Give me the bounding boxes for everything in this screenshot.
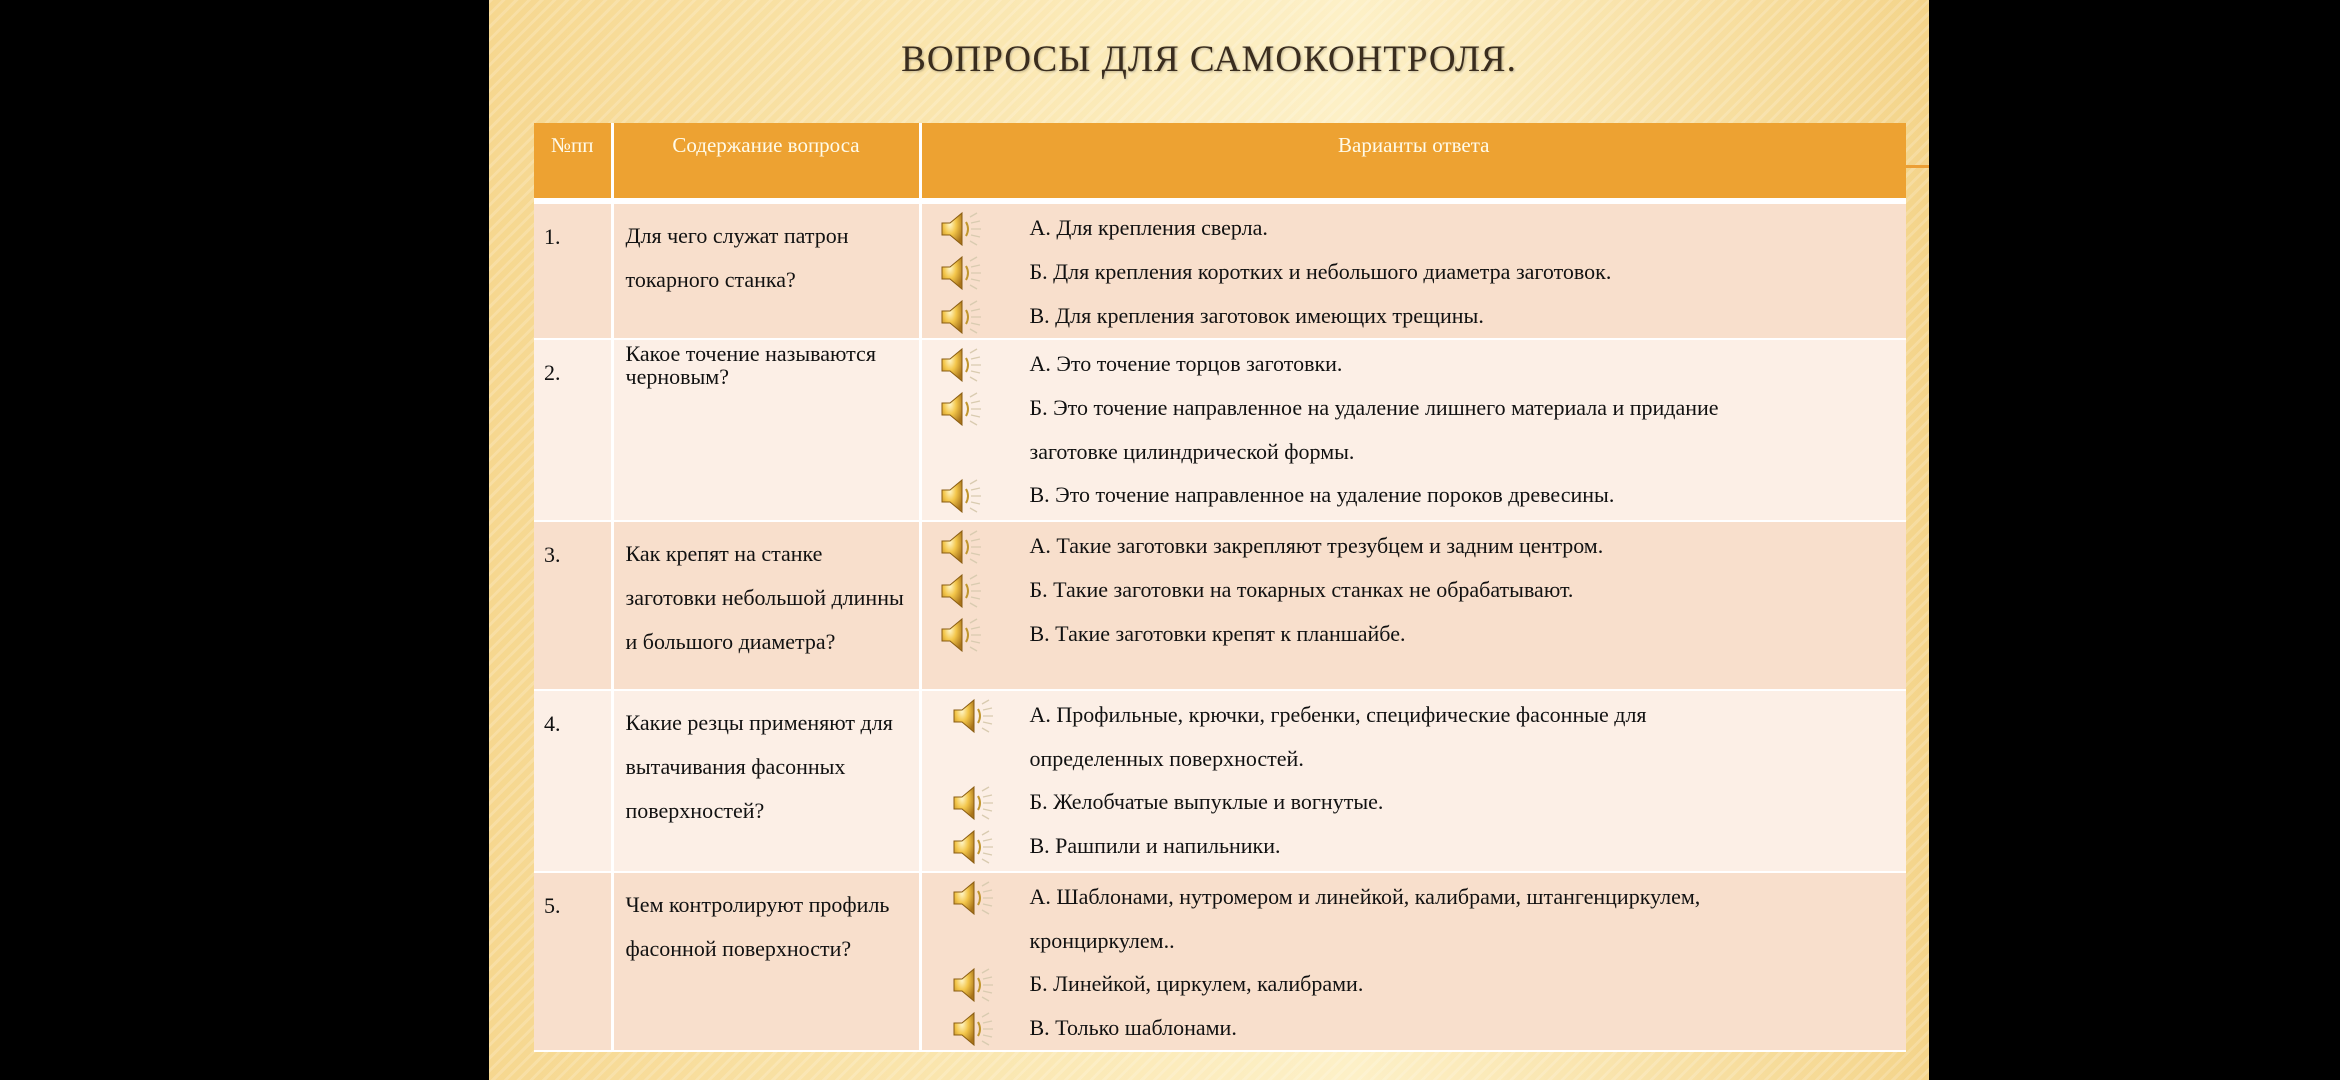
answer-option[interactable] — [922, 294, 1907, 338]
question-number: 4. — [534, 690, 612, 872]
answer-text: А. Это точение торцов заготовки. — [1029, 351, 1343, 376]
answer-text: Б. Для крепления коротких и небольшого диаметра заготовок. — [1029, 259, 1612, 284]
speaker-icon[interactable] — [952, 784, 994, 822]
speaker-icon[interactable] — [952, 966, 994, 1004]
answer-options — [920, 521, 1906, 690]
answer-continuation — [922, 737, 1907, 780]
speaker-icon[interactable] — [940, 528, 982, 566]
question-number: 2. — [534, 339, 612, 521]
quiz-table — [534, 123, 1906, 1052]
answer-option[interactable] — [922, 780, 1907, 824]
header-answers: Варианты ответа — [920, 123, 1906, 201]
answer-option[interactable] — [922, 875, 1907, 919]
answer-option[interactable] — [922, 824, 1907, 868]
answer-text: Б. Это точение направленное на удаление лишнего материала и придание — [1029, 395, 1719, 420]
answer-continuation — [922, 430, 1907, 473]
speaker-icon[interactable] — [952, 1010, 994, 1048]
answer-text: А. Шаблонами, нутромером и линейкой, калибрами, штангенциркулем, — [1029, 884, 1701, 909]
question-number: 3. — [534, 521, 612, 690]
answer-text: В. Только шаблонами. — [1029, 1015, 1237, 1040]
answer-option[interactable] — [922, 342, 1907, 386]
speaker-icon[interactable] — [940, 390, 982, 428]
answer-text: кронциркулем.. — [1029, 928, 1175, 953]
answer-option[interactable] — [922, 473, 1907, 517]
speaker-icon[interactable] — [940, 210, 982, 248]
header-question: Содержание вопроса — [612, 123, 920, 201]
answer-options — [920, 339, 1906, 521]
answer-options — [920, 872, 1906, 1051]
answer-text: А. Для крепления сверла. — [1029, 215, 1268, 240]
question-text: Как крепят на станке заготовки небольшой длинны и большого диаметра? — [612, 521, 920, 690]
header-row — [534, 123, 1906, 201]
speaker-icon[interactable] — [940, 298, 982, 336]
answer-option[interactable] — [922, 206, 1907, 250]
answer-text: заготовке цилиндрической формы. — [1029, 439, 1355, 464]
speaker-icon[interactable] — [952, 697, 994, 735]
question-text: Чем контролируют профиль фасонной поверхности? — [612, 872, 920, 1051]
answer-text: А. Такие заготовки закрепляют трезубцем и задним центром. — [1029, 533, 1604, 558]
answer-text: В. Это точение направленное на удаление пороков древесины. — [1029, 482, 1615, 507]
question-text: Какие резцы применяют для вытачивания фасонных поверхностей? — [612, 690, 920, 872]
slide — [489, 0, 1929, 1080]
answer-option[interactable] — [922, 568, 1907, 612]
table-row — [534, 521, 1906, 690]
answer-option[interactable] — [922, 962, 1907, 1006]
speaker-icon[interactable] — [940, 477, 982, 515]
answer-text: В. Для крепления заготовок имеющих трещины. — [1029, 303, 1484, 328]
answer-option[interactable] — [922, 524, 1907, 568]
answer-text: Б. Линейкой, циркулем, калибрами. — [1029, 971, 1364, 996]
speaker-icon[interactable] — [940, 572, 982, 610]
answer-text: В. Такие заготовки крепят к планшайбе. — [1029, 621, 1406, 646]
accent-line — [1905, 165, 1929, 168]
question-text: Какое точение называются черновым? — [612, 339, 920, 521]
answer-text: Б. Такие заготовки на токарных станках не обрабатывают. — [1029, 577, 1574, 602]
speaker-icon[interactable] — [940, 254, 982, 292]
answer-option[interactable] — [922, 386, 1907, 430]
table-row — [534, 201, 1906, 339]
answer-options — [920, 690, 1906, 872]
speaker-icon[interactable] — [952, 828, 994, 866]
speaker-icon[interactable] — [952, 879, 994, 917]
table-row — [534, 872, 1906, 1051]
answer-text: В. Рашпили и напильники. — [1029, 833, 1281, 858]
answer-text: А. Профильные, крючки, гребенки, специфические фасонные для — [1029, 702, 1647, 727]
speaker-icon[interactable] — [940, 616, 982, 654]
answer-text: Б. Желобчатые выпуклые и вогнутые. — [1029, 789, 1384, 814]
question-text: Для чего служат патрон токарного станка? — [612, 201, 920, 339]
table-row — [534, 690, 1906, 872]
speaker-icon[interactable] — [940, 346, 982, 384]
slide-title: ВОПРОСЫ ДЛЯ САМОКОНТРОЛЯ. — [901, 39, 1517, 80]
header-number: №пп — [534, 123, 612, 201]
question-number: 5. — [534, 872, 612, 1051]
answer-continuation — [922, 919, 1907, 962]
answer-option[interactable] — [922, 250, 1907, 294]
answer-option[interactable] — [922, 693, 1907, 737]
answer-options — [920, 201, 1906, 339]
answer-option[interactable] — [922, 612, 1907, 656]
question-number: 1. — [534, 201, 612, 339]
answer-option[interactable] — [922, 1006, 1907, 1050]
table-row — [534, 339, 1906, 521]
answer-text: определенных поверхностей. — [1029, 746, 1304, 771]
